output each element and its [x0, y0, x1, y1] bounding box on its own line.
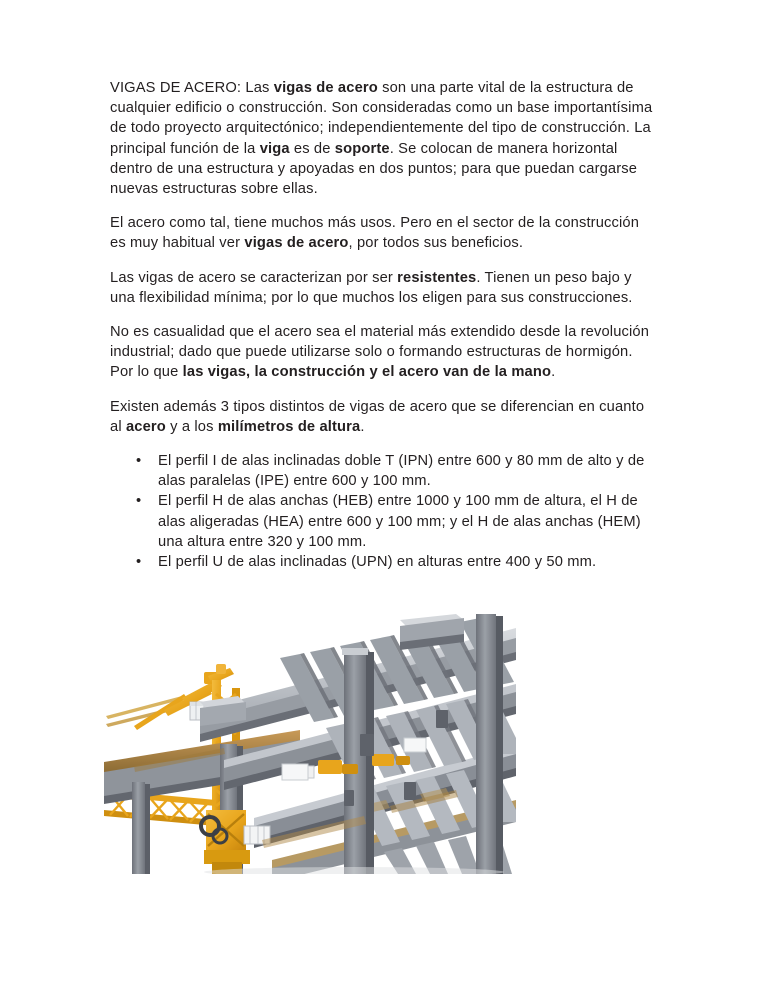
body-text: Existen además 3 tipos distintos de vigas de acero que se diferencian en cuanto al	[110, 398, 645, 435]
body-text: , por todos sus beneficios.	[348, 235, 524, 252]
paragraph-usos	[110, 213, 658, 253]
steel-profile-list	[110, 451, 658, 572]
emphasis-text: vigas de acero	[273, 80, 378, 96]
paragraph-intro	[110, 78, 658, 199]
emphasis-text: milímetros de altura	[217, 418, 361, 435]
body-text: . Tienen un peso bajo y una flexibilidad mínima; por lo que muchos los eligen para sus construcciones.	[110, 269, 633, 306]
body-text: Las vigas de acero se caracterizan por ser	[110, 269, 398, 286]
body-text: .	[360, 418, 365, 435]
paragraph-tipos	[110, 397, 658, 437]
paragraph-historia	[110, 322, 658, 383]
bullet-icon: •	[136, 453, 142, 470]
body-text: es de	[289, 140, 335, 157]
emphasis-text: viga	[259, 140, 290, 157]
steel-beam-structure-photo	[104, 614, 516, 874]
body-text: No es casualidad que el acero sea el material más extendido desde la revolución industrial; dado que puede utilizarse solo o formando estructuras de hormigón. Por lo que	[110, 324, 650, 381]
bullet-icon: •	[136, 493, 142, 510]
emphasis-text: vigas de acero	[244, 235, 349, 252]
emphasis-text: resistentes	[397, 269, 477, 286]
body-text: VIGAS DE ACERO: Las	[110, 80, 274, 96]
column-left	[132, 782, 150, 874]
list-item-label: El perfil H de alas anchas (HEB) entre 1000 y 100 mm de altura, el H de alas aligeradas (HEA) entre 600 y 100 mm; y el H de alas anchas (HEM) una altura entre 320 y 100 mm.	[158, 493, 641, 550]
paragraph-resistencia	[110, 268, 658, 308]
body-text: . Se colocan de manera horizontal dentro de una estructura y apoyadas en dos puntos; para que puedan cargarse nuevas estructuras sobre ellas.	[110, 140, 638, 198]
list-item	[110, 552, 658, 572]
emphasis-text: acero	[125, 418, 166, 435]
body-text: El acero como tal, tiene muchos más usos. Pero en el sector de la construcción es muy habitual ver	[110, 215, 640, 252]
body-text: .	[551, 364, 556, 381]
column-right	[476, 614, 503, 874]
bullet-icon: •	[136, 554, 142, 571]
steel-structure-illustration	[104, 614, 516, 874]
column-center	[342, 648, 374, 874]
list-item	[110, 491, 658, 552]
emphasis-text: soporte	[334, 140, 390, 157]
body-text: son una parte vital de la estructura de cualquier edificio o construcción. Son consideradas como un base importantísima de todo proyecto arquitectónico; independientemente del tipo de construcción. La principal función de la	[110, 80, 653, 157]
body-text: y a los	[165, 418, 218, 435]
photo-canvas	[104, 614, 516, 874]
list-item	[110, 451, 658, 491]
emphasis-text: las vigas, la construcción y el acero van de la mano	[182, 364, 552, 381]
document-body	[110, 78, 658, 572]
list-item-label: El perfil I de alas inclinadas doble T (IPN) entre 600 y 80 mm de alto y de alas paralelas (IPE) entre 600 y 100 mm.	[158, 453, 645, 490]
list-item-label: El perfil U de alas inclinadas (UPN) en alturas entre 400 y 50 mm.	[158, 554, 597, 571]
